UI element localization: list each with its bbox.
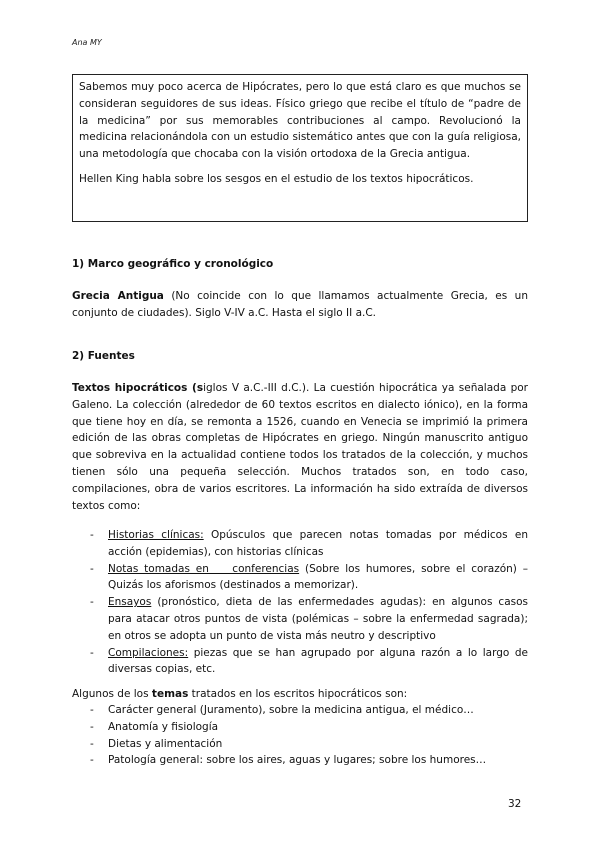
list-item-label: Notas tomadas en conferencias xyxy=(108,562,300,575)
themes-list xyxy=(72,702,528,769)
dash-bullet: - xyxy=(90,529,94,541)
dash-bullet: - xyxy=(90,737,94,750)
list-item-text: Opúsculos que parecen notas tomadas por médicos en acción (epidemias), con historias clínicas xyxy=(108,529,528,558)
themes-intro xyxy=(72,686,528,703)
dash-bullet: - xyxy=(90,596,94,609)
marco-text: (No coincide con lo que llamamos actualmente Grecia, es un conjunto de ciudades). Siglo V-IV a.C. Hasta el siglo II a.C. xyxy=(72,290,528,319)
list-item-text: piezas que se han agrupado por alguna razón a lo largo de diversas copias, etc. xyxy=(108,646,528,676)
list-item-text: (Sobre los humores, sobre el corazón) – Quizás los aforismos (destinados a memorizar). xyxy=(108,562,528,592)
intro-paragraph: Sabemos muy poco acerca de Hipócrates, pero lo que está claro es que muchos se consideran seguidores de sus ideas. Físico griego que recibe el título de “padre de la medicina” por sus memorables contribuciones al campo. Revolucionó la medicina relacionándola con un estudio sistemático antes que con la guía religiosa, una metodología que chocaba con la visión ortodoxa de la Grecia antigua. xyxy=(79,81,521,161)
list-item xyxy=(72,752,528,769)
list-item-text: Anatomía y fisiología xyxy=(108,720,219,733)
fuentes-paragraph xyxy=(72,380,528,514)
list-item xyxy=(72,719,528,736)
fuentes-text: iglos V a.C.-III d.C.). La cuestión hipocrática ya señalada por Galeno. La colección (alrededor de 60 textos escritos en dialecto iónico), en la forma que tiene hoy en día, se remonta a 1526, cuando en Venecia se imprimió la primera edición de las obras completas de Hipócrates en griego. Ningún manuscrito antiguo que sobreviva en la actualidad contiene todos los tratados de la colección, y muchos tienen sólo una pequeña selección. Muchos tratados son, en todo caso, compilaciones, obra de varios escritores. La información ha sido extraída de diversos textos como: xyxy=(72,382,528,512)
themes-intro-after: tratados en los escritos hipocráticos son: xyxy=(188,688,408,700)
themes-intro-before: Algunos de los xyxy=(72,688,152,700)
marco-paragraph xyxy=(72,288,528,322)
list-item-text: (pronóstico, dieta de las enfermedades agudas): en algunos casos para atacar otros puntos de vista (polémicas – sobre la enfermedad sagrada); en otros se adopta un punto de vista más neutro y descriptivo xyxy=(108,596,528,642)
dash-bullet: - xyxy=(90,754,94,767)
term-temas: temas xyxy=(151,688,189,700)
intro-box xyxy=(72,74,528,222)
list-item-label: Ensayos xyxy=(108,596,152,609)
dash-bullet: - xyxy=(90,720,94,733)
dash-bullet: - xyxy=(90,704,94,716)
section-fuentes-body xyxy=(72,380,528,514)
themes-intro-text xyxy=(72,686,528,703)
term-grecia-antigua: Grecia Antigua xyxy=(72,290,164,302)
section-marco-body xyxy=(72,288,528,322)
list-item-text: Dietas y alimentación xyxy=(108,737,223,750)
list-item-text: Patología general: sobre los aires, aguas y lugares; sobre los humores… xyxy=(108,754,487,767)
list-item-label: Compilaciones: xyxy=(108,646,189,659)
term-textos-hipocraticos: Textos hipocráticos (s xyxy=(72,382,204,394)
text-types-list xyxy=(72,527,528,678)
intro-note: Hellen King habla sobre los sesgos en el estudio de los textos hipocráticos. xyxy=(79,172,474,185)
list-item-text: Carácter general (Juramento), sobre la medicina antigua, el médico… xyxy=(108,704,474,716)
list-item xyxy=(72,561,528,595)
header-author: Ana MY xyxy=(72,38,102,47)
dash-bullet: - xyxy=(90,646,94,659)
section-heading-fuentes: 2) Fuentes xyxy=(72,350,135,362)
section-heading-marco: 1) Marco geográfico y cronológico xyxy=(72,258,274,270)
list-item xyxy=(72,645,528,679)
list-item xyxy=(72,702,528,719)
list-item xyxy=(72,736,528,753)
list-item xyxy=(72,594,528,644)
list-item-label: Historias clínicas: xyxy=(108,529,204,541)
dash-bullet: - xyxy=(90,562,94,575)
list-item xyxy=(72,527,528,561)
page-number: 32 xyxy=(508,798,522,810)
